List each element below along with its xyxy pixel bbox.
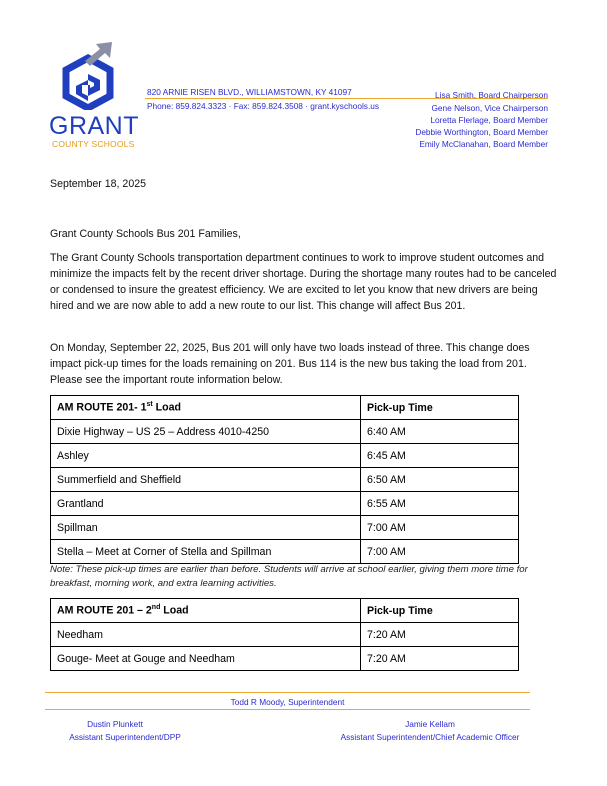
pickup-note: Note: These pick-up times are earlier than before. Students will arrive at school earlier, giving them more time for breakfast, morning work, and extra learning activities. xyxy=(50,564,528,589)
stop-cell: Stella – Meet at Corner of Stella and Spillman xyxy=(51,540,361,564)
time-header: Pick-up Time xyxy=(361,396,519,420)
assistant-superintendent-right-title: Assistant Superintendent/Chief Academic Officer xyxy=(340,732,520,742)
footer-divider-top xyxy=(45,692,530,693)
stop-cell: Spillman xyxy=(51,516,361,540)
stop-cell: Needham xyxy=(51,623,361,647)
table-row xyxy=(51,444,519,468)
stop-cell: Gouge- Meet at Gouge and Needham xyxy=(51,647,361,671)
time-cell: 7:00 AM xyxy=(361,516,519,540)
letter-paragraph-1: The Grant County Schools transportation department continues to work to improve student outcomes and minimize the impacts felt by the recent driver shortage. During the shortage many routes had to be canceled or condensed to insure the greatest efficiency. We are excited to let you know that new drivers are being hired and we are now able to add a new route to our list. This change will affect Bus 201. xyxy=(50,252,557,312)
table-header-row xyxy=(51,396,519,420)
table-row xyxy=(51,647,519,671)
table-row xyxy=(51,540,519,564)
school-address: 820 ARNIE RISEN BLVD., WILLIAMSTOWN, KY 41097 xyxy=(147,87,352,97)
logo-name: GRANT xyxy=(49,112,139,140)
time-cell: 6:40 AM xyxy=(361,420,519,444)
table-row xyxy=(51,623,519,647)
board-member: Gene Nelson, Vice Chairperson xyxy=(431,103,548,113)
board-member: Emily McClanahan, Board Member xyxy=(419,139,548,149)
grant-county-logo-mark xyxy=(60,40,116,110)
superintendent-name: Todd R Moody, Superintendent xyxy=(230,697,345,707)
route-header: AM ROUTE 201 – 2nd Load xyxy=(51,599,361,623)
time-cell: 7:00 AM xyxy=(361,540,519,564)
table-header-row xyxy=(51,599,519,623)
time-header: Pick-up Time xyxy=(361,599,519,623)
time-cell: 7:20 AM xyxy=(361,623,519,647)
time-cell: 6:50 AM xyxy=(361,468,519,492)
footer-divider-bottom xyxy=(45,709,530,710)
table-row xyxy=(51,492,519,516)
letter-date: September 18, 2025 xyxy=(50,178,147,190)
logo-subtitle: COUNTY SCHOOLS xyxy=(52,139,135,149)
time-cell: 6:55 AM xyxy=(361,492,519,516)
route-header: AM ROUTE 201- 1st Load xyxy=(51,396,361,420)
board-member: Lisa Smith, Board Chairperson xyxy=(435,90,548,100)
stop-cell: Ashley xyxy=(51,444,361,468)
assistant-superintendent-left-title: Assistant Superintendent/DPP xyxy=(69,732,181,742)
time-cell: 6:45 AM xyxy=(361,444,519,468)
letter-salutation: Grant County Schools Bus 201 Families, xyxy=(50,228,241,240)
board-member: Loretta Flerlage, Board Member xyxy=(430,115,548,125)
stop-cell: Summerfield and Sheffield xyxy=(51,468,361,492)
table-row xyxy=(51,468,519,492)
assistant-superintendent-right-name: Jamie Kellam xyxy=(405,719,455,729)
stop-cell: Grantland xyxy=(51,492,361,516)
table-row xyxy=(51,420,519,444)
route-table-first-load xyxy=(50,395,519,564)
board-member: Debbie Worthington, Board Member xyxy=(415,127,548,137)
school-contact: Phone: 859.824.3323 · Fax: 859.824.3508 · grant.kyschools.us xyxy=(147,101,380,111)
stop-cell: Dixie Highway – US 25 – Address 4010-4250 xyxy=(51,420,361,444)
route-table-second-load xyxy=(50,598,519,671)
letter-paragraph-2: On Monday, September 22, 2025, Bus 201 will only have two loads instead of three. This change does impact pick-up times for the loads remaining on 201. Bus 114 is the new bus taking the load from 201. Please see the important route information below. xyxy=(50,342,530,386)
table-row xyxy=(51,516,519,540)
time-cell: 7:20 AM xyxy=(361,647,519,671)
assistant-superintendent-left-name: Dustin Plunkett xyxy=(87,719,143,729)
